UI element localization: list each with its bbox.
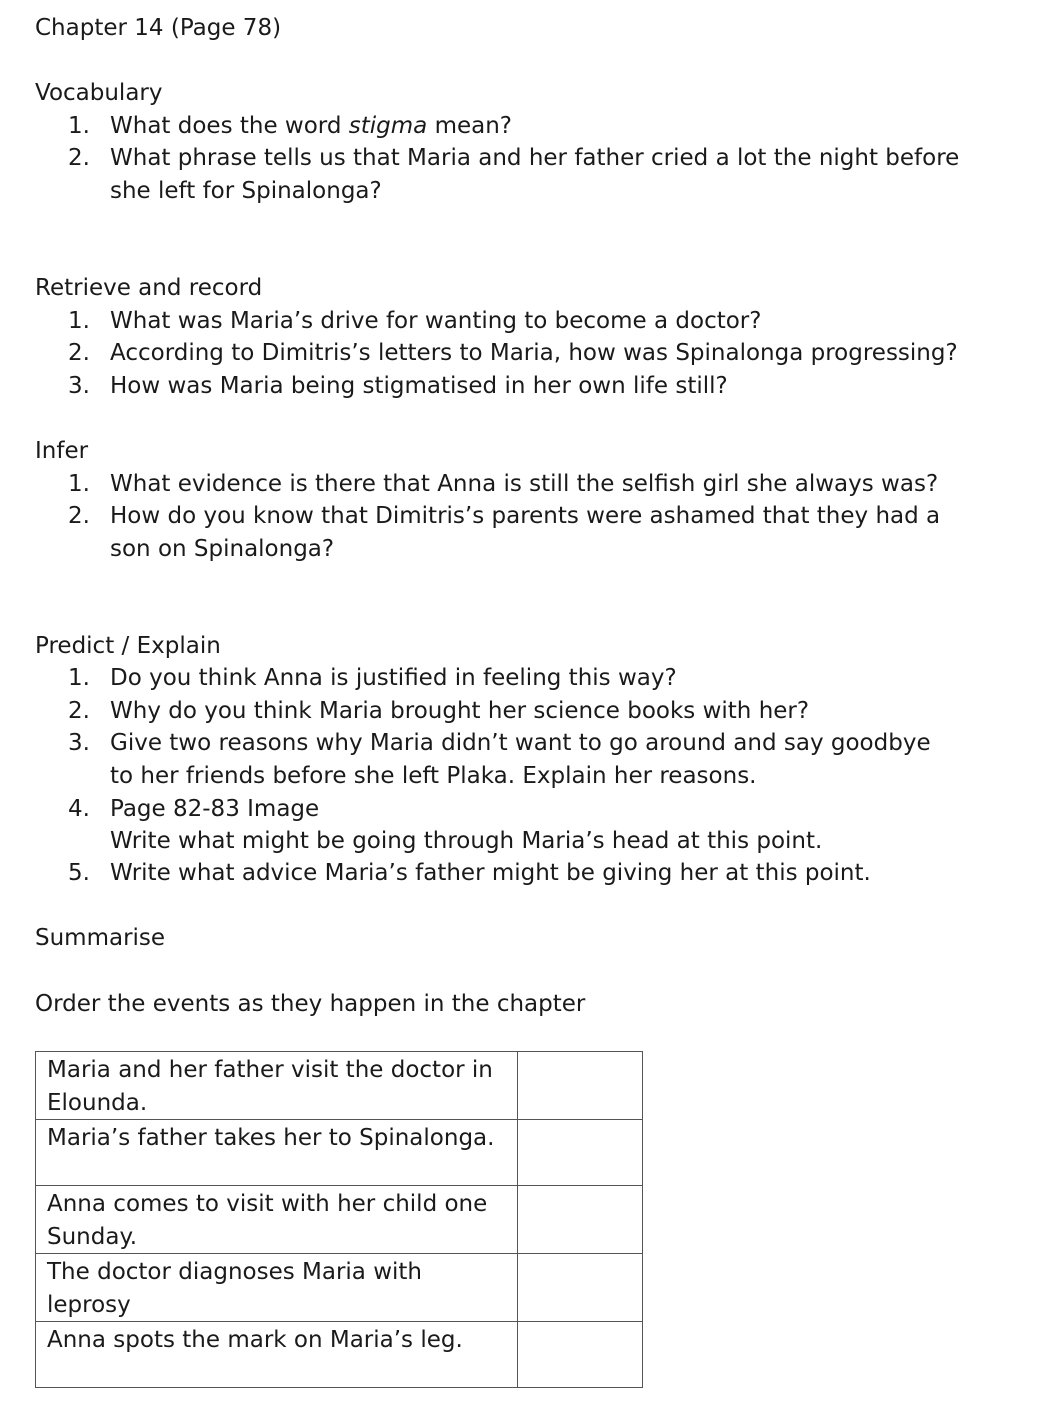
event-cell: Anna comes to visit with her child one Sunday. <box>36 1186 518 1254</box>
question-number: 1. <box>68 471 90 497</box>
order-answer-cell[interactable] <box>518 1254 643 1322</box>
table-row <box>36 1186 643 1254</box>
event-cell: Maria’s father takes her to Spinalonga. <box>36 1120 518 1186</box>
question-number: 1. <box>68 308 90 334</box>
summarise-instruction: Order the events as they happen in the chapter <box>35 991 586 1017</box>
question-number: 1. <box>68 665 90 691</box>
vocabulary-question-1 <box>110 110 970 143</box>
question-number: 2. <box>68 698 90 724</box>
question-number: 3. <box>68 373 90 399</box>
question-number: 1. <box>68 113 90 139</box>
predict-question-5: Write what advice Maria’s father might be giving her at this point. <box>110 860 871 886</box>
question-text: mean? <box>427 113 513 139</box>
section-heading-predict: Predict / Explain <box>35 633 221 659</box>
question-number: 2. <box>68 145 90 171</box>
question-number: 2. <box>68 340 90 366</box>
order-answer-cell[interactable] <box>518 1120 643 1186</box>
table-row <box>36 1052 643 1120</box>
table-row <box>36 1120 643 1186</box>
question-number: 3. <box>68 730 90 756</box>
question-number: 5. <box>68 860 90 886</box>
predict-question-1: Do you think Anna is justified in feeling this way? <box>110 665 677 691</box>
vocabulary-term: stigma <box>348 113 428 139</box>
question-number: 4. <box>68 796 90 822</box>
section-heading-retrieve: Retrieve and record <box>35 275 263 301</box>
events-order-table <box>35 1051 643 1388</box>
table-row <box>36 1322 643 1388</box>
page-title: Chapter 14 (Page 78) <box>35 15 282 41</box>
order-answer-cell[interactable] <box>518 1186 643 1254</box>
order-answer-cell[interactable] <box>518 1322 643 1388</box>
section-heading-summarise: Summarise <box>35 925 166 951</box>
order-answer-cell[interactable] <box>518 1052 643 1120</box>
table-row <box>36 1254 643 1322</box>
infer-question-1: What evidence is there that Anna is still the selfish girl she always was? <box>110 471 939 497</box>
event-cell: Maria and her father visit the doctor in Elounda. <box>36 1052 518 1120</box>
retrieve-question-3: How was Maria being stigmatised in her own life still? <box>110 373 728 399</box>
predict-question-3: Give two reasons why Maria didn’t want to go around and say goodbye to her friends before she left Plaka. Explain her reasons. <box>110 730 931 789</box>
predict-question-4-subtext: Write what might be going through Maria’s head at this point. <box>110 828 823 854</box>
event-cell: Anna spots the mark on Maria’s leg. <box>36 1322 518 1388</box>
question-number: 2. <box>68 503 90 529</box>
section-heading-infer: Infer <box>35 438 89 464</box>
retrieve-question-1: What was Maria’s drive for wanting to become a doctor? <box>110 308 762 334</box>
predict-question-4: Page 82-83 Image <box>110 796 320 822</box>
question-text: What does the word <box>110 113 349 139</box>
retrieve-question-2: According to Dimitris’s letters to Maria, how was Spinalonga progressing? <box>110 340 958 366</box>
section-heading-vocabulary: Vocabulary <box>35 80 163 106</box>
predict-question-2: Why do you think Maria brought her science books with her? <box>110 698 810 724</box>
infer-question-2: How do you know that Dimitris’s parents were ashamed that they had a son on Spinalonga? <box>110 503 941 562</box>
event-cell: The doctor diagnoses Maria with leprosy <box>36 1254 518 1322</box>
vocabulary-question-2: What phrase tells us that Maria and her father cried a lot the night before she left for Spinalonga? <box>110 145 960 204</box>
